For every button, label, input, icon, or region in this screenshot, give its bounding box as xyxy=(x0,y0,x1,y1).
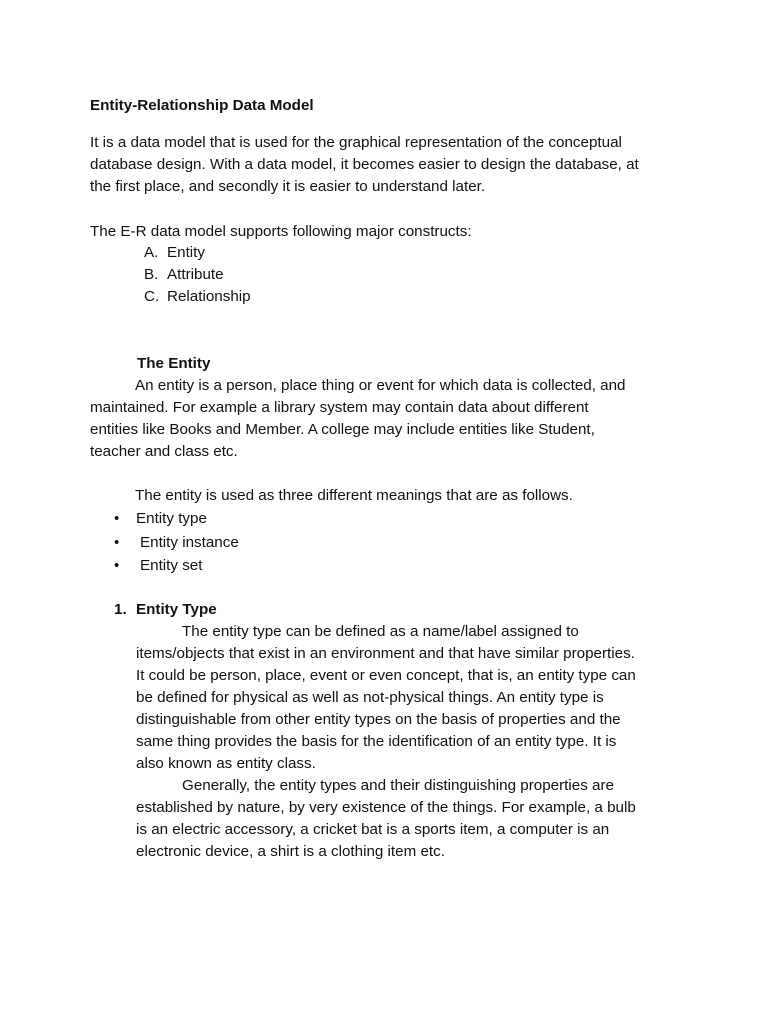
entity-type-para-line: It could be person, place, event or even concept, that is, an entity type can xyxy=(136,667,636,684)
entity-type-para-line: established by nature, by very existence of the things. For example, a bulb xyxy=(136,799,636,816)
intro-line: the first place, and secondly it is easier to understand later. xyxy=(90,178,486,195)
entity-para-line: entities like Books and Member. A college may include entities like Student, xyxy=(90,421,595,438)
entity-type-para-line: is an electric accessory, a cricket bat is a sports item, a computer is an xyxy=(136,821,610,838)
list-marker: C. xyxy=(144,288,160,305)
entity-para-line: An entity is a person, place thing or event for which data is collected, and xyxy=(135,377,626,394)
list-marker: A. xyxy=(144,244,159,261)
entity-type-para-line: also known as entity class. xyxy=(136,755,316,772)
bullet-icon: • xyxy=(114,534,120,551)
entity-type-para-line: items/objects that exist in an environment and that have similar properties. xyxy=(136,645,635,662)
bullet-icon: • xyxy=(114,557,120,574)
list-item-relationship: Relationship xyxy=(167,288,251,305)
section-heading-entity-type: Entity Type xyxy=(136,601,217,618)
list-item-entity: Entity xyxy=(167,244,205,261)
entity-type-para-line: electronic device, a shirt is a clothing item etc. xyxy=(136,843,445,860)
list-item-entity-set: Entity set xyxy=(140,557,203,574)
list-marker: B. xyxy=(144,266,159,283)
numbered-marker: 1. xyxy=(114,601,127,618)
bullet-icon: • xyxy=(114,510,120,527)
meanings-intro: The entity is used as three different meanings that are as follows. xyxy=(135,487,573,504)
list-item-entity-type: Entity type xyxy=(136,510,207,527)
entity-type-para-line: same thing provides the basis for the identification of an entity type. It is xyxy=(136,733,617,750)
entity-type-para-line: Generally, the entity types and their distinguishing properties are xyxy=(182,777,614,794)
intro-line: database design. With a data model, it becomes easier to design the database, at xyxy=(90,156,639,173)
entity-type-para-line: distinguishable from other entity types on the basis of properties and the xyxy=(136,711,621,728)
intro-line: It is a data model that is used for the graphical representation of the conceptual xyxy=(90,134,622,151)
entity-type-para-line: The entity type can be defined as a name/label assigned to xyxy=(182,623,579,640)
document-title: Entity-Relationship Data Model xyxy=(90,97,314,114)
list-item-entity-instance: Entity instance xyxy=(140,534,239,551)
entity-para-line: maintained. For example a library system may contain data about different xyxy=(90,399,589,416)
list-item-attribute: Attribute xyxy=(167,266,224,283)
entity-para-line: teacher and class etc. xyxy=(90,443,238,460)
entity-type-para-line: be defined for physical as well as not-physical things. An entity type is xyxy=(136,689,604,706)
section-heading-entity: The Entity xyxy=(137,355,211,372)
constructs-intro: The E-R data model supports following major constructs: xyxy=(90,223,472,240)
